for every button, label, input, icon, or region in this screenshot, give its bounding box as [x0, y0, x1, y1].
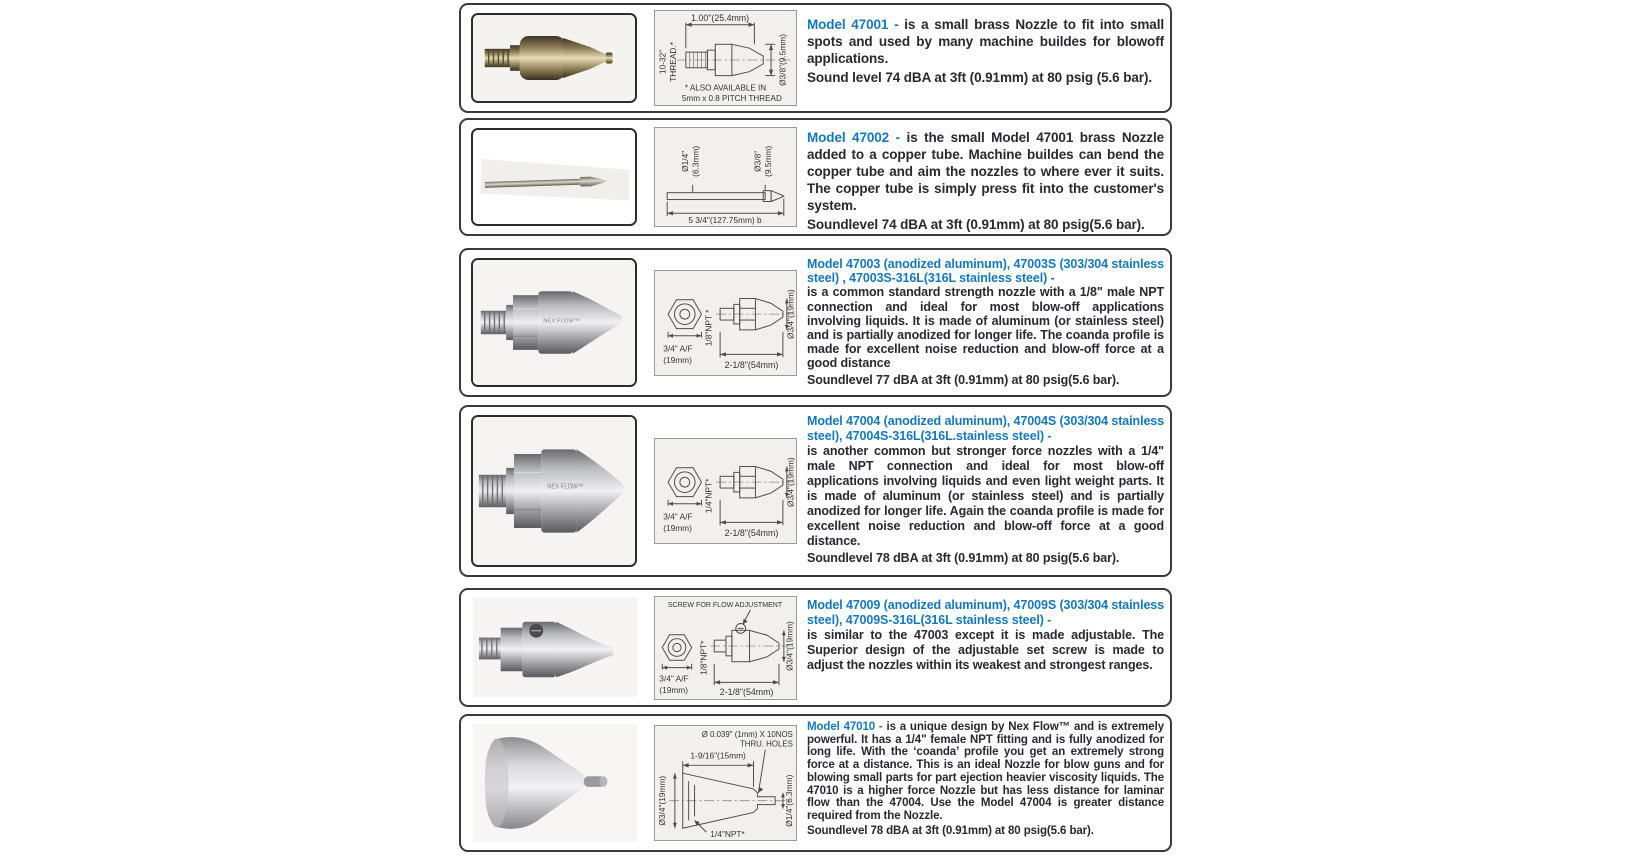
dim-label: (19mm)	[663, 354, 692, 365]
dim-label: 10-32"	[657, 49, 668, 75]
dim-label: Ø3/4"(19mm)	[784, 620, 795, 671]
dim-label: Ø3/4"(19mm)	[785, 288, 796, 339]
dim-label: Ø1/4"	[679, 150, 690, 172]
technical-drawing-47010	[654, 725, 797, 841]
dim-label: 1/8"NPT *	[703, 309, 714, 346]
product-description	[807, 16, 1164, 86]
dim-label: 2-1/8"(54mm)	[724, 359, 779, 370]
product-photo	[473, 598, 637, 697]
dim-label: Ø3/8"	[752, 150, 763, 172]
product-photo-frame	[471, 128, 637, 226]
dim-label: Ø3/4"(19mm)	[657, 775, 668, 826]
technical-drawing-47001	[654, 10, 797, 106]
description-body: is another common but stronger force nozzles with a 1/4" male NPT connection and ideal for most blow-off applications involving liquids and even light weight parts. It is made of aluminum (or stainless steel) and is partially anodized for longer life. Again the coanda profile is made for excellent noise reduction and blow-off force at a good distance.	[807, 444, 1164, 548]
technical-drawing-47002	[654, 127, 797, 227]
dim-label: 2-1/8"(54mm)	[724, 528, 779, 539]
sound-level: Soundlevel 77 dBA at 3ft (0.91mm) at 80 psig(5.6 bar).	[807, 372, 1120, 387]
technical-drawing-47009	[654, 596, 797, 700]
description-body: is a unique design by Nex Flow™ and is extremely powerful. It has a 1/4" female NPT fitting and is fully anodized for long life. With the ‘coanda’ profile you get an extremely strong force at a distance. This is an ideal Nozzle for blow guns and for blowing small parts for part ejection heavier viscosity liquids. The 47010 is a higher force Nozzle but has less distance for laminar flow than the 47004. Use the Model 47004 is greater distance required from the Nozzle.	[807, 721, 1164, 822]
dim-label: 5 3/4"(127.75mm) b	[688, 215, 762, 226]
product-photo-frame	[471, 415, 637, 567]
photo-brand-text: NEX FLOW™	[547, 483, 584, 491]
product-row-47001	[459, 3, 1172, 113]
technical-drawing-47004	[654, 438, 797, 544]
dim-label: 1/8"NPT*	[698, 640, 709, 675]
dim-label: THREAD.*	[668, 42, 679, 82]
photo-brand-text: NEX FLOW™	[543, 318, 580, 325]
dim-label: 2-1/8"(54mm)	[719, 686, 774, 697]
dim-label: (9.5mm)	[763, 145, 774, 177]
product-row-47004	[459, 405, 1172, 577]
model-number: Model 47009 (anodized aluminum), 47009S (303/304 stainless steel), 47009S-316L(316L stainless steel) -	[807, 598, 1164, 627]
nozzle-photo-47001	[473, 15, 635, 101]
drawing-svg-47001	[655, 11, 796, 105]
model-number: Model 47010 -	[807, 721, 887, 733]
product-photo-frame	[471, 258, 637, 387]
drawing-note: * ALSO AVAILABLE IN	[684, 83, 767, 93]
sound-level: Soundlevel 78 dBA at 3ft (0.91mm) at 80 psig(5.6 bar).	[807, 824, 1094, 837]
sound-level: Soundlevel 78 dBA at 3ft (0.91mm) at 80 psig(5.6 bar).	[807, 551, 1120, 565]
description-body: is a small brass Nozzle to fit into small spots and used by many machine buildes for blowoff applications.	[807, 17, 1164, 66]
description-body: is similar to the 47003 except it is made adjustable. The Superior design of the adjustable set screw is made to adjust the nozzles within its weakest and strongest ranges.	[807, 628, 1164, 672]
dim-label: 1/4"NPT*	[703, 478, 714, 514]
dim-label: 3/4" A/F	[663, 511, 693, 522]
model-number: Model 47001 -	[807, 17, 905, 32]
description-body: is a common standard strength nozzle with a 1/8" male NPT connection and ideal for most blow-off applications involving liquids. It is made of aluminum (or stainless steel) and is partially anodized for longer life. The coanda profile is made for excellent noise reduction and blow-off force at a good distance	[807, 285, 1164, 371]
sound-level: Soundlevel 74 dBA at 3ft (0.91mm) at 80 psig(5.6 bar).	[807, 217, 1145, 232]
dim-label: Ø1/4"(6.3mm)	[783, 774, 794, 827]
dim-label: 1.00"(25.4mm)	[691, 12, 750, 23]
model-number: Model 47003 (anodized aluminum), 47003S (303/304 stainless steel) , 47003S-316L(316L stainless steel) -	[807, 257, 1164, 286]
dim-label: 3/4" A/F	[663, 342, 693, 353]
drawing-note: Ø 0.039" (1mm) X 10NOS	[701, 729, 793, 739]
product-photo-frame	[471, 13, 637, 103]
drawing-svg-47010	[655, 726, 796, 840]
dim-label: Ø3/8"(9.5mm)	[777, 33, 788, 86]
product-description	[807, 598, 1164, 673]
dim-label: (6.3mm)	[690, 145, 701, 177]
dim-label: 1-9/16"(15mm)	[690, 750, 746, 761]
description-paragraph	[807, 721, 1164, 823]
nozzle-photo-47009	[473, 598, 637, 697]
product-row-47002	[459, 118, 1172, 236]
drawing-note: THRU. HOLES	[739, 739, 793, 749]
sound-level: Sound level 74 dBA at 3ft (0.91mm) at 80 psig (5.6 bar).	[807, 70, 1152, 85]
nozzle-photo-47002	[473, 130, 635, 224]
product-row-47010	[459, 714, 1172, 852]
description-body: is the small Model 47001 brass Nozzle added to a copper tube. Machine buildes can bend the copper tube and aim the nozzles to where ever it suits. The copper tube is simply press fit into the customer's system.	[807, 130, 1164, 213]
drawing-svg-47003	[655, 271, 796, 375]
dim-label: 1/4"NPT*	[710, 829, 745, 840]
dim-label: Ø3/4"(19mm)	[785, 457, 796, 508]
product-row-47009	[459, 588, 1172, 707]
product-photo	[473, 724, 637, 842]
drawing-note: SCREW FOR FLOW ADJUSTMENT	[667, 601, 783, 609]
technical-drawing-47003	[654, 270, 797, 376]
nozzle-photo-47003	[473, 260, 635, 385]
nozzle-photo-47010	[473, 724, 637, 842]
dim-label: (19mm)	[659, 684, 688, 695]
product-description	[807, 129, 1164, 233]
product-description	[807, 721, 1164, 837]
drawing-svg-47002	[655, 128, 796, 226]
model-number: Model 47002 -	[807, 130, 907, 145]
drawing-svg-47004	[655, 439, 796, 543]
product-description	[807, 414, 1164, 566]
dim-label: (19mm)	[663, 523, 692, 534]
dim-label: 3/4" A/F	[659, 672, 689, 683]
drawing-note: 5mm x 0.8 PITCH THREAD	[681, 94, 782, 104]
nozzle-photo-47004	[473, 417, 635, 565]
product-description	[807, 257, 1164, 387]
drawing-svg-47009	[655, 597, 796, 699]
description-paragraph	[807, 16, 1164, 67]
model-number: Model 47004 (anodized aluminum), 47004S (303/304 stainless steel), 47004S-316L(316L.stainless steel) -	[807, 414, 1164, 443]
description-paragraph	[807, 129, 1164, 214]
product-row-47003	[459, 248, 1172, 397]
